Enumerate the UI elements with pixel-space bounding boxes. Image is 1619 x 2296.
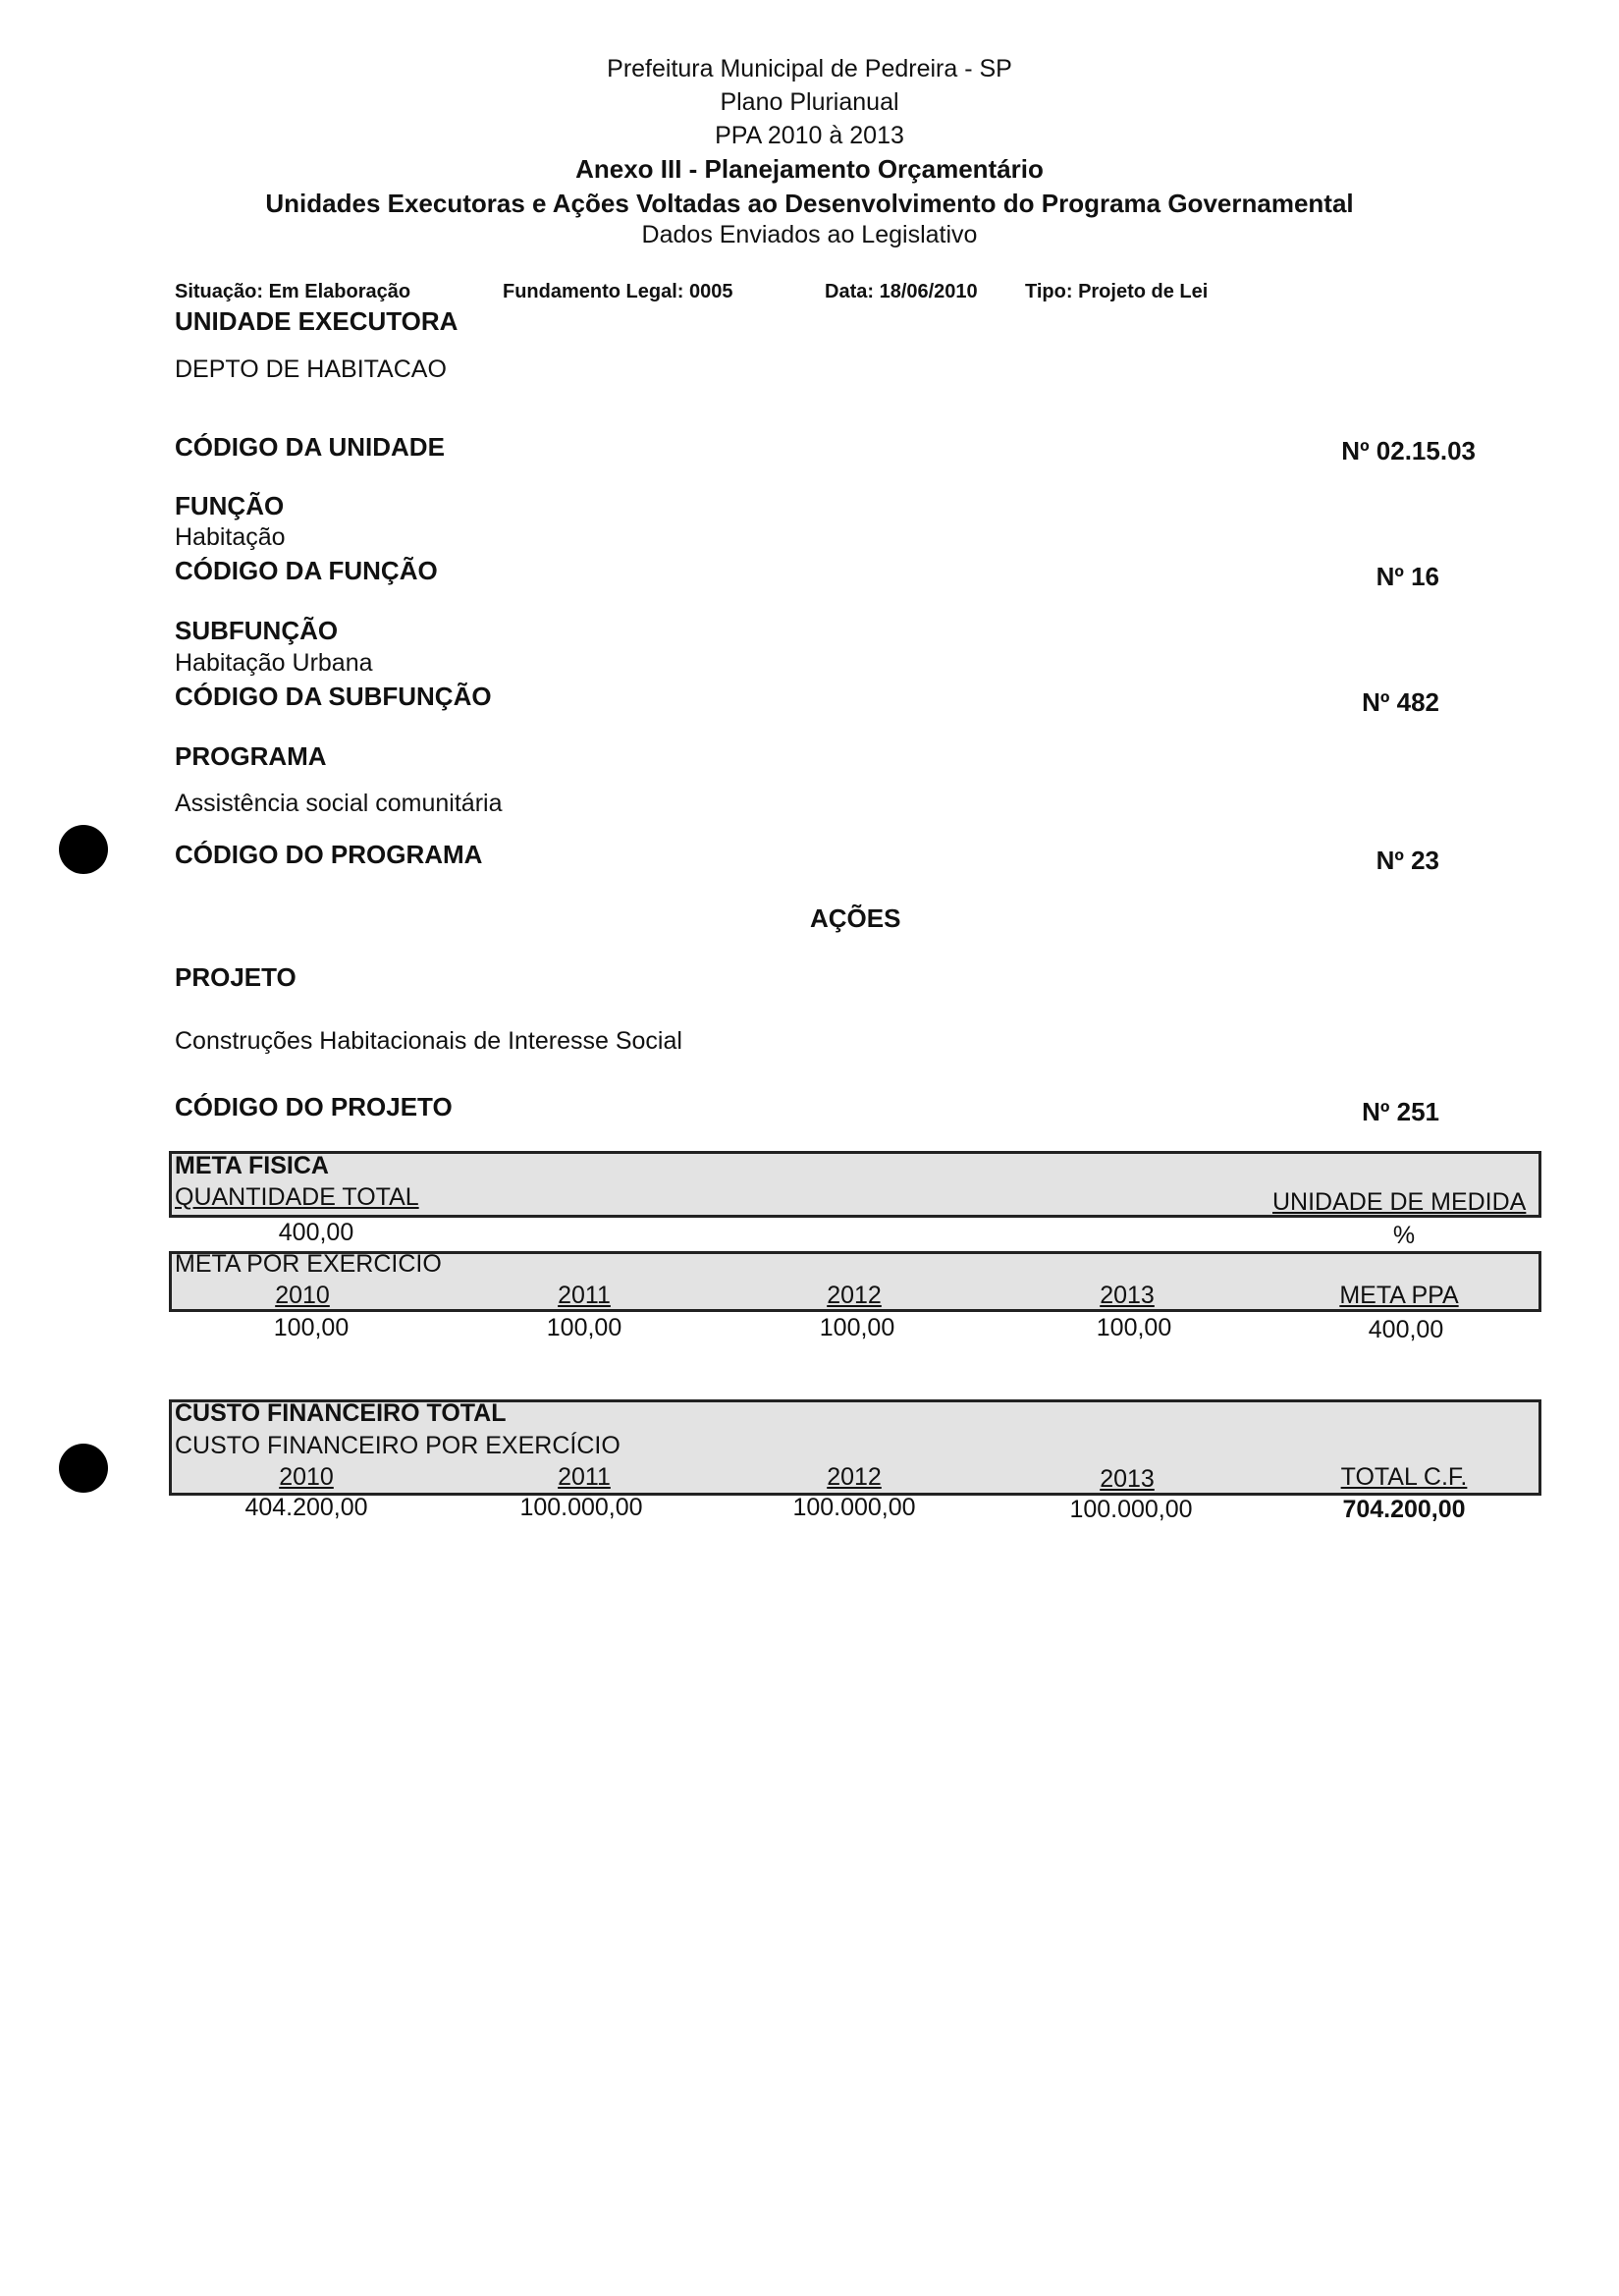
subfuncao-label: SUBFUNÇÃO: [175, 616, 339, 645]
meta-value-2011: 100,00: [546, 1314, 622, 1341]
punch-hole-bottom: [59, 1444, 108, 1493]
status-situacao: Situação: Em Elaboração: [175, 281, 411, 302]
unidade-executora-value: DEPTO DE HABITACAO: [175, 355, 447, 383]
meta-value-meta-ppa: 400,00: [1368, 1316, 1444, 1343]
unidade-medida-value: %: [1392, 1222, 1416, 1249]
codigo-funcao-value: Nº 16: [1376, 562, 1439, 591]
unidade-medida-label: UNIDADE DE MEDIDA: [1272, 1188, 1527, 1216]
custo-col-2011: 2011: [558, 1463, 611, 1491]
custo-col-total: TOTAL C.F.: [1340, 1463, 1468, 1491]
acoes-heading: AÇÕES: [810, 903, 901, 933]
meta-value-2012: 100,00: [819, 1314, 895, 1341]
quantidade-total-label: QUANTIDADE TOTAL: [175, 1183, 419, 1211]
meta-value-2010: 100,00: [273, 1314, 350, 1341]
custo-value-total: 704.200,00: [1342, 1496, 1466, 1523]
header-line-5: Unidades Executoras e Ações Voltadas ao Desenvolvimento do Programa Governamental: [265, 189, 1354, 218]
codigo-subfuncao-value: Nº 482: [1362, 687, 1439, 717]
custo-value-2010: 404.200,00: [244, 1494, 368, 1521]
custo-col-2013: 2013: [1100, 1465, 1155, 1493]
custo-col-2010: 2010: [279, 1463, 334, 1491]
codigo-programa-label: CÓDIGO DO PROGRAMA: [175, 840, 483, 869]
meta-col-meta-ppa: META PPA: [1339, 1282, 1459, 1309]
meta-col-2012: 2012: [827, 1282, 882, 1309]
punch-hole-top: [59, 825, 108, 874]
codigo-unidade-value: Nº 02.15.03: [1341, 436, 1476, 465]
meta-fisica-title: META FISICA: [175, 1152, 329, 1179]
codigo-subfuncao-label: CÓDIGO DA SUBFUNÇÃO: [175, 682, 492, 711]
meta-col-2013: 2013: [1100, 1282, 1155, 1309]
status-tipo: Tipo: Projeto de Lei: [1025, 281, 1209, 302]
header-line-1: Prefeitura Municipal de Pedreira - SP: [607, 55, 1012, 82]
header-line-3: PPA 2010 à 2013: [715, 122, 904, 149]
projeto-label: PROJETO: [175, 962, 297, 992]
programa-value: Assistência social comunitária: [175, 790, 503, 817]
custo-value-2012: 100.000,00: [792, 1494, 916, 1521]
subfuncao-value: Habitação Urbana: [175, 649, 373, 677]
meta-value-2013: 100,00: [1096, 1314, 1172, 1341]
custo-financeiro-subtitle: CUSTO FINANCEIRO POR EXERCÍCIO: [175, 1432, 621, 1459]
funcao-value: Habitação: [175, 523, 286, 551]
custo-value-2013: 100.000,00: [1069, 1496, 1193, 1523]
codigo-programa-value: Nº 23: [1376, 846, 1439, 875]
custo-value-2011: 100.000,00: [519, 1494, 643, 1521]
funcao-label: FUNÇÃO: [175, 491, 285, 520]
status-fundamento: Fundamento Legal: 0005: [503, 281, 733, 302]
meta-exercicio-title: META POR EXERCICIO: [175, 1250, 442, 1278]
unidade-executora-label: UNIDADE EXECUTORA: [175, 306, 459, 336]
status-data: Data: 18/06/2010: [825, 281, 978, 302]
custo-col-2012: 2012: [827, 1463, 882, 1491]
codigo-funcao-label: CÓDIGO DA FUNÇÃO: [175, 556, 438, 585]
codigo-projeto-label: CÓDIGO DO PROJETO: [175, 1092, 453, 1121]
header-line-2: Plano Plurianual: [720, 88, 899, 116]
header-line-4: Anexo III - Planejamento Orçamentário: [575, 154, 1044, 184]
projeto-value: Construções Habitacionais de Interesse Social: [175, 1027, 682, 1055]
custo-financeiro-title: CUSTO FINANCEIRO TOTAL: [175, 1399, 507, 1427]
codigo-projeto-value: Nº 251: [1362, 1097, 1439, 1126]
header-line-6: Dados Enviados ao Legislativo: [641, 221, 978, 248]
meta-col-2011: 2011: [558, 1282, 611, 1309]
meta-col-2010: 2010: [275, 1282, 330, 1309]
codigo-unidade-label: CÓDIGO DA UNIDADE: [175, 432, 445, 462]
quantidade-total-value: 400,00: [278, 1219, 354, 1246]
programa-label: PROGRAMA: [175, 741, 327, 771]
